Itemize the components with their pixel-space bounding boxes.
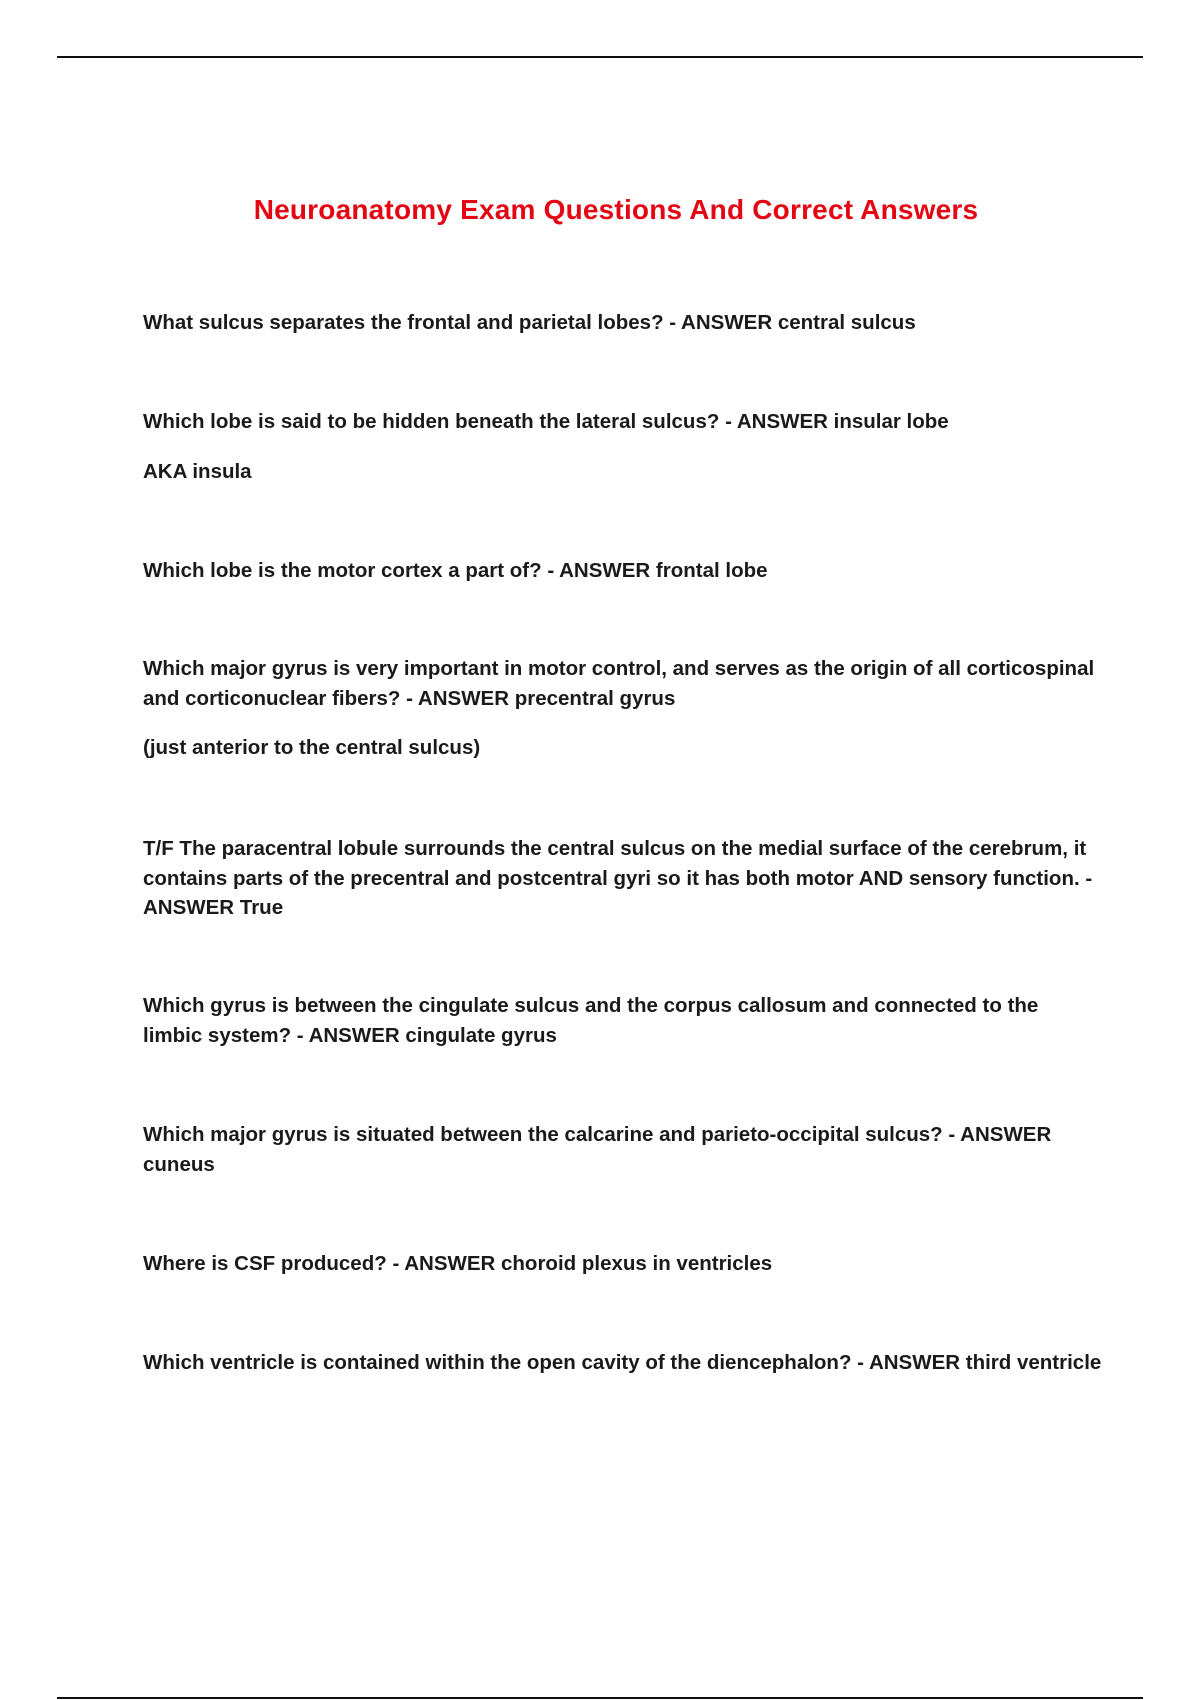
footer-rule — [57, 1697, 1143, 1699]
answer-note: (just anterior to the central sulcus) — [143, 736, 481, 759]
answer-note: AKA insula — [143, 459, 252, 483]
document-title: Neuroanatomy Exam Questions And Correct Answers — [253, 194, 979, 225]
question-answer-text: T/F The paracentral lobule surrounds the central sulcus on the medial surface of the cerebrum, it contains parts of the precentral and postcentral gyri so it has both motor AND sensory function. - ANSWER True — [143, 837, 1093, 919]
qa-item — [143, 1348, 1103, 1378]
qa-item — [143, 834, 1103, 923]
qa-item — [143, 991, 1103, 1050]
question-answer-text: Which gyrus is between the cingulate sulcus and the corpus callosum and connected to the limbic system? - ANSWER cingulate gyrus — [143, 994, 1039, 1047]
question-answer-text: Which major gyrus is very important in motor control, and serves as the origin of all corticospinal and corticonuclear fibers? - ANSWER precentral gyrus — [143, 657, 1095, 710]
question-answer-text: Which ventricle is contained within the open cavity of the diencephalon? - ANSWER third ventricle — [143, 1351, 1102, 1374]
question-answer-text: What sulcus separates the frontal and parietal lobes? - ANSWER central sulcus — [143, 311, 916, 334]
question-answer-text: Where is CSF produced? - ANSWER choroid plexus in ventricles — [143, 1252, 773, 1275]
qa-item — [143, 308, 1103, 338]
question-answer-text: Which lobe is said to be hidden beneath the lateral sulcus? - ANSWER insular lobe — [143, 410, 949, 433]
question-answer-text: Which major gyrus is situated between the calcarine and parieto-occipital sulcus? - ANSWER cuneus — [143, 1123, 1052, 1176]
qa-item — [143, 556, 1103, 586]
qa-item — [143, 1120, 1103, 1179]
qa-item — [143, 654, 1103, 763]
qa-item — [143, 1249, 1103, 1279]
header-rule — [57, 56, 1143, 58]
question-answer-text: Which lobe is the motor cortex a part of? - ANSWER frontal lobe — [143, 559, 768, 582]
qa-item — [143, 407, 1103, 486]
